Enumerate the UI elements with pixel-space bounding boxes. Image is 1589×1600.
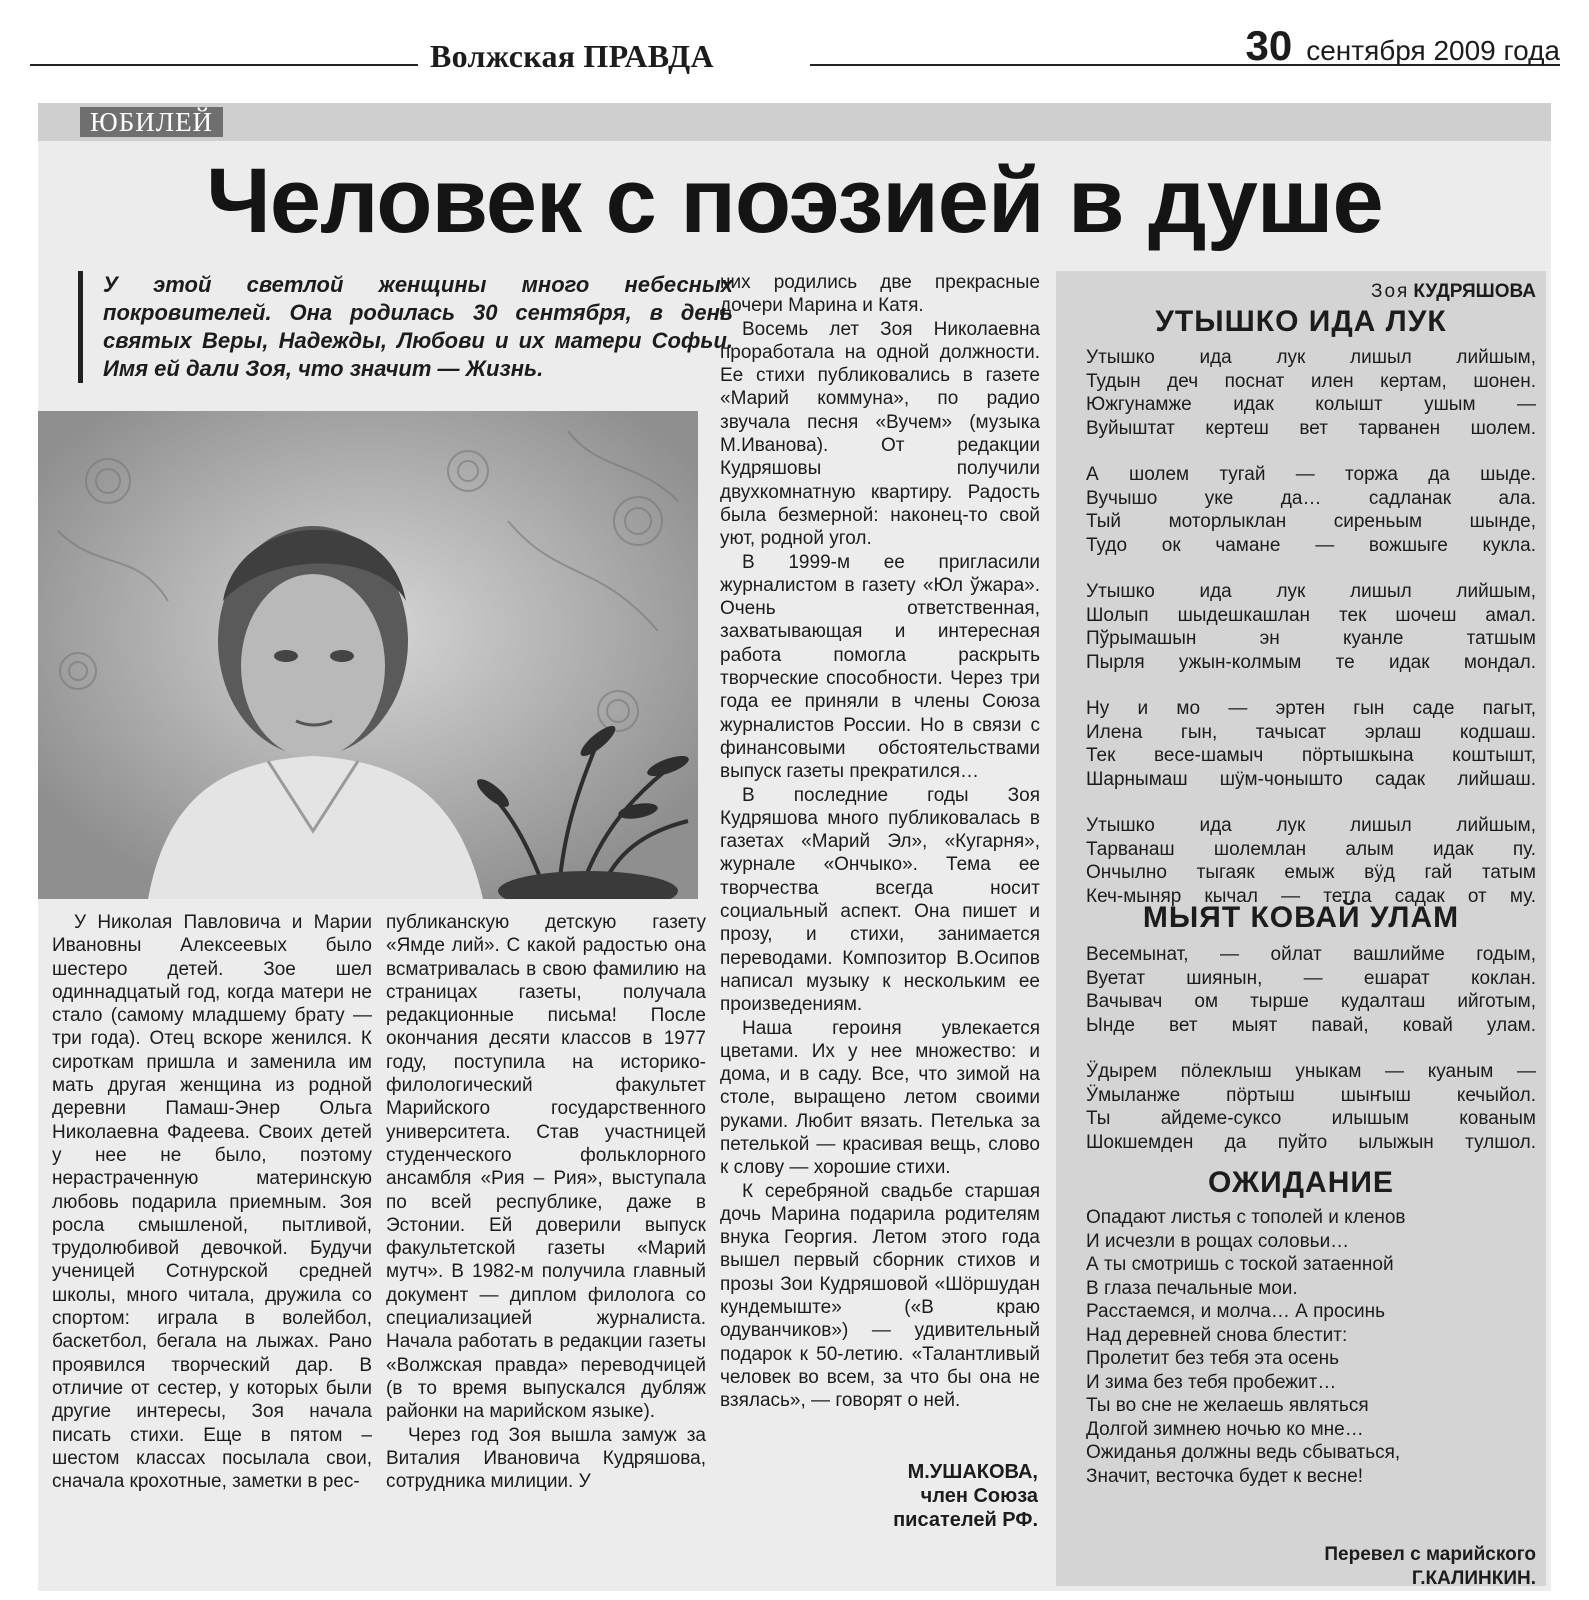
article (38, 103, 1551, 1591)
poem-title-3: ОЖИДАНИЕ (1208, 1166, 1394, 1199)
newspaper-name-part1: Волжская (430, 38, 576, 74)
poem-line: Опадают листья с тополей и кленов (1086, 1207, 1406, 1228)
translator-credit (1324, 1543, 1536, 1591)
poem-line: Ты во сне не желаешь являться (1086, 1395, 1369, 1416)
newspaper-name (430, 38, 714, 75)
poem-line: Ну и мо — эртен гын саде пагыт, (1086, 698, 1536, 719)
article-paragraph: В 1999-м ее пригласили журналистом в газету «Юл ўжара». Очень ответственная, захватывающая и интересная работа помогла раскрыть творческие способности. Через три года ее приняли в члены Союза журналистов России. Но в связи с финансовыми обстоятельствами выпуск газеты прекратился… (720, 551, 1040, 783)
poem-line: Илена гын, тачысат эрлаш кодшаш. (1086, 721, 1536, 743)
poem-line: Кеч-мыняр кычал — тетла садак от му. (1086, 885, 1536, 907)
poem-line: Тудын деч поснат илен кертам, шонен. (1086, 370, 1536, 392)
poem-stanza (1086, 697, 1536, 791)
article-paragraph: них родились две прекрасные дочери Марина и Катя. (720, 272, 1040, 317)
poem-line: Ӱдырем пӧлеклыш уныкам — куаным — (1086, 1061, 1536, 1082)
poem-line: Вуйыштат кертеш вет тарванен шолем. (1086, 417, 1536, 439)
issue-date-rest: сентября 2009 года (1306, 35, 1560, 66)
poem-line: Утышко ида лук лишыл лийшым, (1086, 815, 1536, 836)
poem-line: Утышко ида лук лишыл лийшым, (1086, 347, 1536, 368)
poem-stanza (1086, 1206, 1536, 1488)
poem-line: А ты смотришь с тоской затаенной (1086, 1254, 1394, 1275)
poem-line: И исчезли в рощах соловьи… (1086, 1230, 1350, 1252)
poem-line: Шолып шыдешкашлан тек шочеш амал. (1086, 604, 1536, 626)
poem-line: В глаза печальные мои. (1086, 1277, 1298, 1299)
poem-line: Долгой зимнею ночью ко мне… (1086, 1418, 1364, 1440)
poem-line: Расстаемся, и молча… А просинь (1086, 1301, 1386, 1322)
poem-stanza (1086, 346, 1536, 440)
poem-stanza (1086, 1060, 1536, 1154)
translator-name: Г.КАЛИНКИН. (1411, 1568, 1536, 1589)
poem-line: Шарнымаш шӱм-чонышто садак лийшаш. (1086, 768, 1536, 790)
poem-stanza (1086, 463, 1536, 557)
poem-line: Утышко ида лук лишыл лийшым, (1086, 581, 1536, 602)
poem-line: Значит, весточка будет к весне! (1086, 1465, 1364, 1487)
poet-surname: КУДРЯШОВА (1413, 281, 1536, 302)
portrait-photo (38, 411, 698, 899)
masthead-rule-left (30, 64, 418, 66)
poem-stanza (1086, 814, 1536, 908)
poem-line: Тудо ок чамане — вожшыге кукла. (1086, 534, 1536, 556)
article-paragraph: Через год Зоя вышла замуж за Виталия Ивановича Кудряшова, сотрудника милиции. У (386, 1424, 706, 1493)
poem-line: И зима без тебя пробежит… (1086, 1371, 1337, 1393)
poem-title-2: МЫЯТ КОВАЙ УЛАМ (1142, 901, 1460, 934)
poem-line: Ончылно тыгаяк емыж вӱд гай татым (1086, 862, 1536, 883)
poem-stanza (1086, 580, 1536, 674)
article-column-2 (386, 911, 706, 1493)
poem-line: Ты айдеме-суксо илышым кованым (1086, 1108, 1536, 1129)
headline: Человек с поэзией в душе (206, 150, 1383, 252)
article-paragraph: В последние годы Зоя Кудряшова много публиковалась в газетах «Марий Эл», «Кугарня», журнале «Ончыко». Тема ее творчества всегда носит социальный аспект. Она пишет и прозу, и стихи, занимается переводами. Композитор В.Осипов написал музыку к нескольким ее произведениям. (720, 784, 1040, 1016)
signature-title-line2: писателей РФ. (893, 1509, 1038, 1531)
poem-line: Южгунамже идак колышт ушым — (1086, 394, 1536, 415)
signature-title-line1: член Союза (920, 1485, 1038, 1507)
poem-line: Ӱмыланже пӧртыш шыҥыш кечыйол. (1086, 1084, 1536, 1106)
poem-title-1: УТЫШКО ИДА ЛУК (1155, 305, 1447, 338)
signature-name: М.УШАКОВА, (907, 1461, 1038, 1483)
issue-date (1245, 22, 1560, 70)
poems-sidebar (1056, 271, 1546, 1589)
poem-line: Вуетат шиянын, — ешарат коклан. (1086, 967, 1536, 989)
translator-note: Перевел с марийского (1324, 1544, 1536, 1565)
article-signature (738, 1460, 1038, 1532)
poem-line: Тек весе-шамыч пӧртышкына коштышт, (1086, 745, 1536, 766)
poem-line: Над деревней снова блестит: (1086, 1324, 1348, 1346)
poem-line: Пўрымашын эн куанле татшым (1086, 628, 1536, 649)
poem-line: Ожиданья должны ведь сбываться, (1086, 1442, 1401, 1463)
poem-1 (1086, 346, 1536, 931)
article-paragraph: Восемь лет Зоя Николаевна проработала на одной должности. Ее стихи публиковались в газете «Марий коммуна», по радио звучала песня «Вучем» (музыка М.Иванова). От редакции Кудряшовы получили двухкомнатную квартиру. Радость была безмерной: наконец-то свой уют, родной угол. (720, 318, 1040, 550)
newspaper-name-part2: ПРАВДА (583, 38, 714, 74)
poem-3 (1086, 1206, 1536, 1511)
poet-given-name: Зоя (1370, 281, 1410, 302)
poet-name (1371, 281, 1536, 303)
article-column-3 (720, 271, 1040, 1413)
poem-line: Вачывач ом тырше кудалташ ийготым, (1086, 991, 1536, 1012)
poem-line: Вучышо уке да… садланак ала. (1086, 487, 1536, 509)
poem-line: Пырля ужын-колмым те идак мондал. (1086, 651, 1536, 673)
rubric-bar (38, 103, 1551, 141)
issue-date-day: 30 (1245, 22, 1293, 69)
poem-line: А шолем тугай — торжа да шыде. (1086, 464, 1536, 485)
portrait-photo-illustration (38, 411, 698, 899)
article-column-1 (52, 911, 372, 1493)
poem-line: Весемынат, — ойлат вашлийме годым, (1086, 944, 1536, 965)
poem-line: Тый моторлыклан сиреньым шынде, (1086, 511, 1536, 532)
poem-line: Шокшемден да пуйто ылыжын тулшол. (1086, 1131, 1536, 1153)
article-paragraph: Наша героиня увлекается цветами. Их у нее множество: и дома, и в саду. Все, что зимой на столе, выращено летом своими руками. Любит вязать. Петелька за петелькой — красивая вещь, слово к слову — хорошие стихи. (720, 1017, 1040, 1179)
poem-line: Пролетит без тебя эта осень (1086, 1348, 1340, 1369)
article-paragraph: К серебряной свадьбе старшая дочь Марина подарила родителям внука Георгия. Летом этого года вышел первый сборник стихов и прозы Зои Кудряшовой «Шӧршудан кундемыште» («В краю одуванчиков») — удивительный подарок к 50-летию. «Талантливый человек во всем, за что бы она не взялась», — говорят о ней. (720, 1180, 1040, 1412)
poem-line: Ынде вет мыят павай, ковай улам. (1086, 1014, 1536, 1036)
poem-line: Тарванаш шолемлан алым идак пу. (1086, 838, 1536, 860)
poem-stanza (1086, 943, 1536, 1037)
article-paragraph: публиканскую детскую газету «Ямде лий». С какой радостью она всматривалась в свою фамилию на страницах газеты, получала редакционные письма! После окончания десяти классов в 1977 году, поступила на историко-филологический факультет Марийского государственного университета. Став участницей студенческого фольклорного ансамбля «Рия – Рия», выступала по всей республике, даже в Эстонии. Ей доверили выпуск факультетской газеты «Марий мутч». В 1982-м получила главный документ — диплом филолога со специализацией журналиста. Начала работать в редакции газеты «Волжская правда» переводчицей (в то время выпускался дубляж районки на марийском языке). (386, 912, 706, 1423)
lead-paragraph: У этой светлой женщины много небесных покровителей. Она родилась 30 сентября, в день святых Веры, Надежды, Любови и их матери Софьи. Имя ей дали Зоя, что значит — Жизнь. (78, 271, 733, 383)
masthead (30, 18, 1560, 78)
poem-2 (1086, 943, 1536, 1177)
article-paragraph: У Николая Павловича и Марии Ивановны Алексеевых было шестеро детей. Зое шел одиннадцатый год, когда матери не стало (самому младшему брату — три года). Отец вскоре женился. К сироткам пришла и заменила им мать другая женщина из родной деревни Памаш-Энер Ольга Николаевна Фадеева. Своих детей у нее не было, поэтому нерастраченную материнскую любовь подарила приемным. Зоя росла смышленой, пытливой, трудолюбивой девочкой. Будучи ученицей Сотнурской средней школы, много читала, дружила со спортом: играла в волейбол, баскетбол, бегала на лыжах. Рано проявился творческий дар. В отличие от сестер, у которых были другие интересы, Зоя начала писать стихи. Еще в пятом – шестом классах посылала свои, сначала крохотные, заметки в рес- (52, 912, 372, 1493)
rubric-label: ЮБИЛЕЙ (80, 107, 223, 137)
